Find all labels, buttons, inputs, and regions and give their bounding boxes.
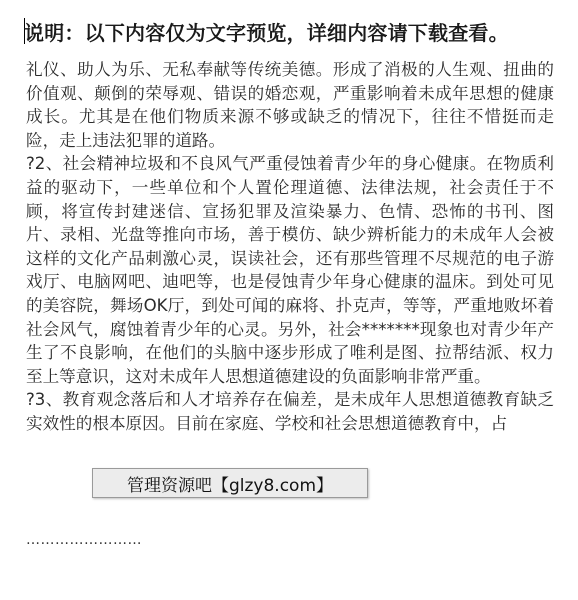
paragraph: 礼仪、助人为乐、无私奉献等传统美德。形成了消极的人生观、扭曲的价值观、颠倒的荣辱观、错误的婚恋观，严重影响着未成年思想的健康成长。尤其是在他们物质来源不够或缺乏的情况下，往往不惜挺而走险，走上违法犯罪的道路。 (26, 60, 554, 150)
paragraph: ?3、教育观念落后和人才培养存在偏差，是未成年人思想道德教育缺乏实效性的根本原因。目前在家庭、学校和社会思想道德教育中，占 (26, 390, 554, 433)
document-body (26, 58, 554, 436)
paragraph: ?2、社会精神垃圾和不良风气严重侵蚀着青少年的身心健康。在物质利益的驱动下，一些单位和个人置伦理道德、法律法规，社会责任于不顾，将宣传封建迷信、宣扬犯罪及渲染暴力、色情、恐怖的书刊、图片、录相、光盘等推向市场，善于模仿、缺少辨析能力的未成年人会被这样的文化产品刺激心灵，误读社会，还有那些管理不尽规范的电子游戏厅、电脑网吧、迪吧等，也是侵蚀青少年身心健康的温床。到处可见的美容院，舞场OK厅，到处可闻的麻将、扑克声，等等，严重地败坏着社会风气，腐蚀着青少年的心灵。另外，社会*******现象也对青少年产生了不良影响，在他们的头脑中逐步形成了唯利是图、拉帮结派、权力至上等意识，这对未成年人思想道德建设的负面影响非常严重。 (26, 154, 554, 386)
preview-notice (24, 16, 564, 46)
watermark-text: 管理资源吧【glzy8.com】 (126, 475, 334, 496)
preview-notice-text: 说明：以下内容仅为文字预览，详细内容请下载查看。 (24, 20, 509, 45)
watermark-banner (92, 468, 368, 498)
ellipsis-continuation: …………………… (26, 532, 142, 548)
